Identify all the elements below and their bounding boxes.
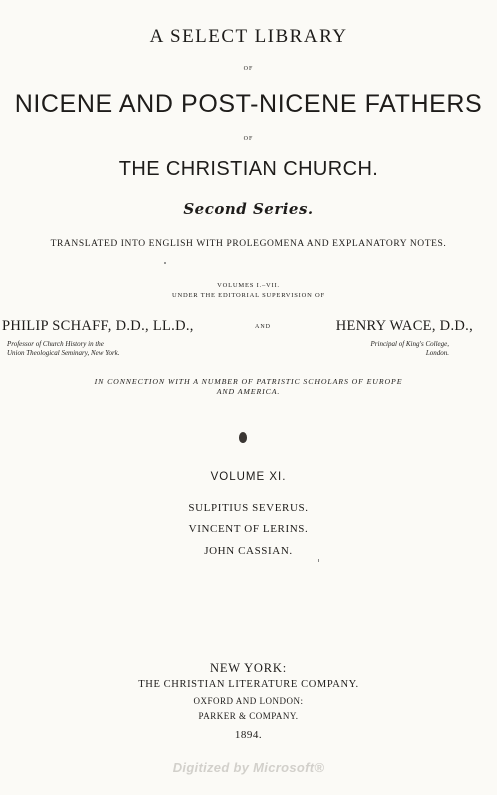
editorial-supervision-note: UNDER THE EDITORIAL SUPERVISION OF (172, 292, 325, 299)
editor-1-aff-line-1: Professor of Church History in the (7, 340, 104, 348)
connection-note (0, 377, 497, 397)
connection-line-2: AND AMERICA. (216, 387, 281, 396)
of-word: OF (243, 136, 254, 142)
translated-note: TRANSLATED INTO ENGLISH WITH PROLEGOMENA AND EXPLANATORY NOTES. (50, 239, 447, 249)
digitized-watermark: Digitized by Microsoft® (172, 760, 325, 775)
editor-1-name: PHILIP SCHAFF, D.D., LL.D., (2, 318, 194, 334)
title-line-2: NICENE AND POST-NICENE FATHERS (14, 90, 483, 118)
title-line-3: THE CHRISTIAN CHURCH. (118, 158, 379, 180)
editor-2-name: HENRY WACE, D.D., (335, 318, 473, 334)
contents-item: JOHN CASSIAN. (204, 545, 293, 557)
ornament-icon (239, 432, 247, 443)
series-label: Second Series. (183, 200, 314, 218)
publication-year: 1894. (234, 729, 263, 741)
volumes-range: VOLUMES I.–VII. (217, 282, 280, 289)
editor-2-aff-line-1: Principal of King's College, (370, 340, 449, 348)
and-word: AND (255, 324, 271, 330)
publisher-city: NEW YORK: (210, 661, 287, 675)
editor-1-affiliation (7, 340, 120, 358)
title-line-1: A SELECT LIBRARY (149, 26, 348, 47)
speck-mark (318, 559, 319, 562)
speck-mark (164, 262, 166, 264)
editor-2-aff-line-2: London. (425, 349, 449, 357)
volume-number: VOLUME XI. (210, 471, 287, 483)
contents-item: VINCENT OF LERINS. (188, 523, 309, 535)
editor-1-aff-line-2: Union Theological Seminary, New York. (7, 349, 120, 357)
publisher-company-2: PARKER & COMPANY. (198, 711, 299, 721)
contents-item: SULPITIUS SEVERUS. (188, 502, 309, 514)
connection-line-1: IN CONNECTION WITH A NUMBER OF PATRISTIC SCHOLARS OF EUROPE (94, 377, 403, 386)
editor-2-affiliation (371, 340, 450, 358)
publisher-cities-2: OXFORD AND LONDON: (193, 696, 304, 706)
of-word: OF (243, 66, 254, 72)
publisher-company: THE CHRISTIAN LITERATURE COMPANY. (138, 679, 359, 690)
